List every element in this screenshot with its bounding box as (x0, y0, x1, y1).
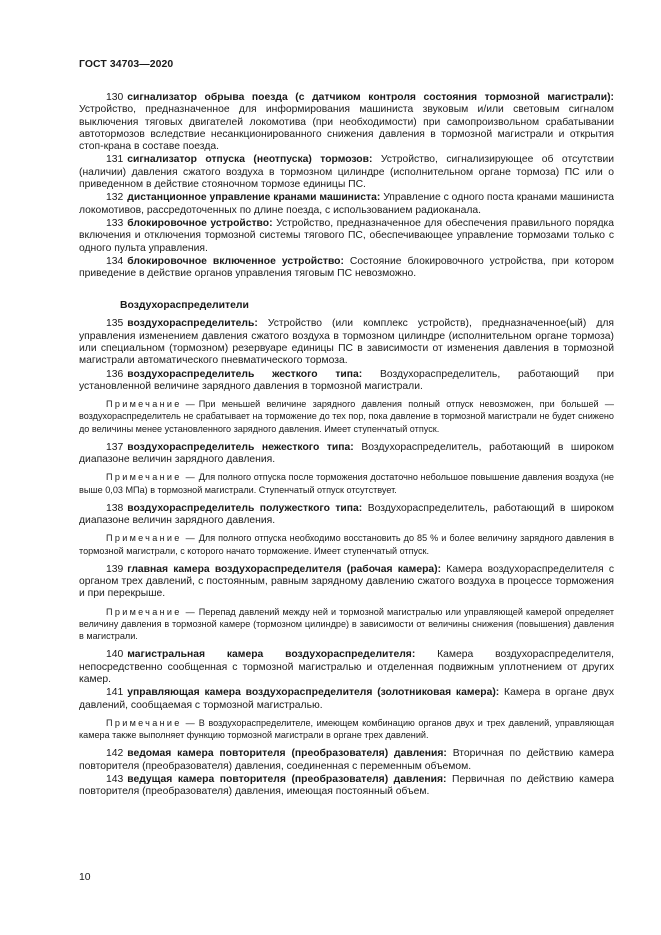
note-text: Для полного отпуска после торможения достаточно небольшое повышение давления воздуха (не выше 0,03 МПа) в тормозной магистрали. Ступенчатый отпуск отсутствует. (79, 472, 614, 495)
term-entry (79, 218, 614, 255)
term-number: 135 (106, 318, 124, 330)
term-definition: Управление с одного поста кранами машиниста локомотивов, рассредоточенных по длине поезда, с использованием радиоканала. (79, 192, 614, 216)
note-entry (79, 532, 614, 556)
note-entry (79, 606, 614, 643)
note-entry (79, 398, 614, 435)
term-number: 138 (106, 502, 124, 514)
term-entry (79, 192, 614, 217)
term-definition: Устройство (или комплекс устройств), предназначенное(ый) для управления изменением давления сжатого воздуха в тормозном цилиндре (исполнительном органе тормоза) или специальном (тормозном) резервуаре единицы ПС в зависимости от изменения давления в тормозной магистрали автоматического пневматического тормоза. (79, 318, 615, 367)
term-title: ведущая камера повторителя (преобразователя) давления: (127, 773, 447, 785)
term-definition: Устройство, предназначенное для информирования машиниста звуковым и/или световым сигналом выключения тяговых двигателей локомотива (при необходимости) при самопроизвольном срабатывании автотормозов вследствие несанкционированного снижения давления в тормозной магистрали и открытия стоп-крана в составе поезда. (79, 104, 614, 153)
term-entry (79, 369, 614, 394)
term-entry (79, 774, 614, 799)
page-number: 10 (79, 872, 91, 883)
note-label: Примечание (106, 399, 182, 410)
term-title: воздухораспределитель жесткого типа: (127, 368, 363, 380)
term-number: 137 (106, 441, 124, 453)
term-number: 139 (106, 563, 124, 575)
term-title: блокировочное устройство: (127, 217, 273, 229)
term-entry (79, 748, 614, 773)
term-definition: Вторичная по действию камера повторителя (преобразователя) давления, соединенная с переменным объемом. (79, 748, 614, 772)
term-number: 130 (106, 92, 124, 103)
note-label: Примечание (106, 717, 182, 728)
note-label: Примечание (106, 472, 182, 483)
term-title: ведомая камера повторителя (преобразователя) давления: (127, 748, 447, 760)
term-entry (79, 687, 614, 712)
term-title: воздухораспределитель полужесткого типа: (127, 502, 363, 514)
term-title: сигнализатор обрыва поезда (с датчиком контроля состояния тормозной магистрали): (127, 92, 614, 103)
term-entry (79, 564, 614, 601)
note-dash: — (185, 472, 195, 483)
term-definition: Воздухораспределитель, работающий в широком диапазоне величин зарядного давления. (79, 441, 614, 466)
term-title: дистанционное управление кранами машиниста: (127, 192, 381, 204)
term-entry (79, 154, 614, 191)
term-number: 133 (106, 217, 124, 229)
term-title: блокировочное включенное устройство: (127, 255, 344, 267)
note-label: Примечание (106, 533, 182, 544)
term-definition: Камера воздухораспределителя с органом трех давлений, с постоянным, равным зарядному давлению сжатого воздуха в процессе торможения и при перекрыше. (79, 563, 614, 600)
term-number: 141 (106, 687, 124, 699)
term-entry (79, 256, 614, 281)
section-heading: Воздухораспределители (120, 300, 249, 312)
term-definition: Воздухораспределитель, работающий при установленной величине зарядного давления в тормозной магистрали. (79, 368, 615, 392)
term-title: сигнализатор отпуска (неотпуска) тормозов: (127, 154, 373, 166)
note-text: Для полного отпуска необходимо восстановить до 85 % и более величину зарядного давления в тормозной магистрали, с которого начато торможение. Имеет ступенчатый отпуск. (79, 533, 614, 556)
term-entry (79, 92, 614, 153)
term-entry (79, 442, 614, 467)
term-number: 134 (106, 255, 124, 267)
term-title: главная камера воздухораспределителя (рабочая камера): (127, 563, 442, 575)
term-definition: Камера воздухораспределителя, непосредственно сообщенная с тормозной магистралью и отделенная подвижным уплотнением от других камер. (79, 649, 614, 685)
note-text: При меньшей величине зарядного давления полный отпуск невозможен, при большей — воздухораспределитель не срабатывает на торможение до тех пор, пока давление в тормозной магистрали не будет снижено до величины менее установленного зарядного давления. Имеет ступенчатый отпуск. (79, 399, 614, 434)
term-definition: Камера в органе двух давлений, сообщаемая с тормозной магистралью. (79, 687, 615, 711)
term-number: 136 (106, 368, 124, 380)
term-number: 131 (106, 154, 124, 166)
term-title: воздухораспределитель нежесткого типа: (127, 441, 354, 453)
term-number: 140 (106, 649, 124, 661)
note-dash: — (185, 533, 195, 544)
term-number: 132 (106, 192, 124, 204)
term-entry (79, 318, 614, 367)
term-title: воздухораспределитель: (127, 318, 258, 330)
term-title: магистральная камера воздухораспределителя: (127, 649, 416, 661)
note-entry (79, 717, 614, 741)
term-definition: Устройство, предназначенное для обеспечения правильного порядка включения и отключения тормозной системы тягового ПС, обеспечивающее управление тормозами только с одного пульта управления. (79, 217, 615, 254)
term-definition: Первичная по действию камера повторителя (преобразователя) давления, имеющая постоянный объем. (79, 773, 615, 798)
note-text: Перепад давлений между ней и тормозной магистралью или управляющей камерой определяет величину давления в тормозной камере (тормозном цилиндре) в зависимости от величины снижения (повышения) давления в магистрали. (79, 606, 614, 642)
term-entry (79, 649, 614, 686)
note-label: Примечание (106, 606, 182, 617)
term-number: 143 (106, 773, 124, 785)
document-body (79, 92, 614, 799)
note-text: В воздухораспределителе, имеющем комбинацию органов двух и трех давлений, управляющая камера также выполняет функцию тормозной магистрали в органе трех давлений. (79, 717, 614, 741)
note-entry (79, 471, 614, 495)
term-title: управляющая камера воздухораспределителя (золотниковая камера): (127, 687, 500, 699)
term-definition: Состояние блокировочного устройства, при котором приведение в действие органов управления тяговым ПС невозможно. (79, 255, 614, 280)
note-dash: — (185, 606, 195, 617)
term-definition: Устройство, сигнализирующее об отсутствии (наличии) давления сжатого воздуха в тормозном цилиндре (исполнительном органе тормоза) ПС или о приведенном в действие стояночном тормозе единицы ПС. (79, 154, 614, 191)
terms-list-air-distributors (79, 318, 614, 798)
document-header: ГОСТ 34703—2020 (79, 59, 174, 70)
note-dash: — (185, 717, 195, 728)
terms-list-signalling (79, 92, 614, 280)
term-definition: Воздухораспределитель, работающий в широком диапазоне величин зарядного давления. (79, 502, 614, 527)
term-entry (79, 503, 614, 528)
term-number: 142 (106, 748, 124, 760)
note-dash: — (185, 399, 195, 410)
